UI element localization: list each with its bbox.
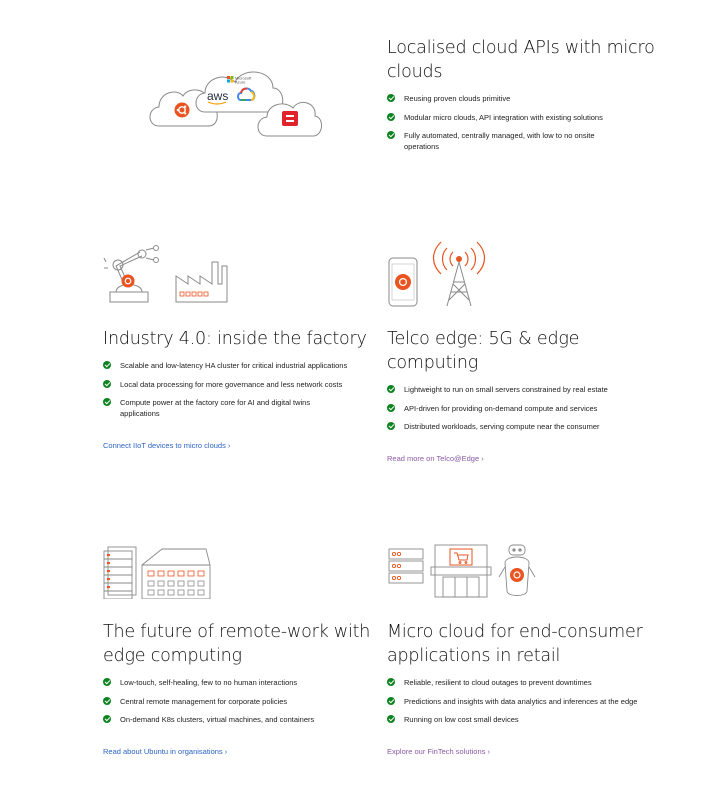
list-item: Fully automated, centrally managed, with low to no onsite operations xyxy=(387,130,667,152)
telco-edge-link[interactable]: Read more on Telco@Edge › xyxy=(387,453,484,463)
section-title: Localised cloud APIs with micro clouds xyxy=(387,38,655,82)
check-icon xyxy=(103,380,111,388)
check-icon xyxy=(103,398,111,406)
check-icon xyxy=(387,422,395,430)
list-item: Scalable and low-latency HA cluster for critical industrial applications xyxy=(103,360,378,371)
factory-illustration xyxy=(102,236,242,306)
check-icon xyxy=(103,715,111,723)
ubuntu-organisations-link[interactable]: Read about Ubuntu in organisations › xyxy=(103,746,228,756)
fintech-link[interactable]: Explore our FinTech solutions › xyxy=(387,746,490,756)
check-icon xyxy=(387,131,395,139)
check-icon xyxy=(103,678,111,686)
bullet-list xyxy=(387,384,667,432)
list-item: Modular micro clouds, API integration with existing solutions xyxy=(387,112,667,123)
list-item: Low-touch, self-healing, few to no human interactions xyxy=(103,677,378,688)
section-title: The future of remote-work with edge computing xyxy=(103,622,371,666)
list-item: Local data processing for more governance and less network costs xyxy=(103,379,378,390)
aws-logo-icon: aws xyxy=(207,89,229,103)
list-item: Lightweight to run on small servers constrained by real estate xyxy=(387,384,667,395)
office-building-icon xyxy=(142,549,210,599)
telco-illustration xyxy=(387,240,497,310)
store-icon xyxy=(431,545,491,597)
cloud-apis-illustration xyxy=(145,62,323,140)
list-item: API-driven for providing on-demand compute and services xyxy=(387,403,667,414)
check-icon xyxy=(103,361,111,369)
section-title: Industry 4.0: inside the factory xyxy=(103,329,367,349)
bullet-list xyxy=(103,677,378,725)
server-rack-icon xyxy=(389,549,423,583)
bullet-list xyxy=(387,677,667,725)
openstack-logo-icon xyxy=(282,111,298,126)
cell-tower-icon xyxy=(434,242,485,306)
list-item: Predictions and insights with data analytics and inferences at the edge xyxy=(387,696,667,707)
check-icon xyxy=(387,385,395,393)
svg-text:Microsoft: Microsoft xyxy=(235,75,252,81)
robot-arm-icon xyxy=(104,246,159,303)
check-icon xyxy=(387,94,395,102)
section-cloud-apis xyxy=(387,36,667,160)
bullet-list xyxy=(103,360,378,419)
retail-illustration xyxy=(387,543,537,599)
list-item: On-demand K8s clusters, virtual machines, and containers xyxy=(103,714,378,725)
bullet-list xyxy=(387,93,667,152)
list-item: Distributed workloads, serving compute near the consumer xyxy=(387,421,667,432)
check-icon xyxy=(387,697,395,705)
list-item: Compute power at the factory core for AI and digital twins applications xyxy=(103,397,378,419)
check-icon xyxy=(103,697,111,705)
section-telco xyxy=(387,327,667,466)
iiot-link[interactable]: Connect IIoT devices to micro clouds › xyxy=(103,440,231,450)
svg-text:Azure: Azure xyxy=(235,79,246,85)
section-retail xyxy=(387,620,667,759)
list-item: Reusing proven clouds primitive xyxy=(387,93,667,104)
remote-work-illustration xyxy=(102,543,214,599)
check-icon xyxy=(387,404,395,412)
check-icon xyxy=(387,715,395,723)
check-icon xyxy=(387,678,395,686)
list-item: Central remote management for corporate policies xyxy=(103,696,378,707)
list-item: Reliable, resilient to cloud outages to prevent downtimes xyxy=(387,677,667,688)
section-title: Telco edge: 5G & edge computing xyxy=(387,329,580,373)
section-title: Micro cloud for end-consumer applications in retail xyxy=(387,622,643,666)
check-icon xyxy=(387,113,395,121)
shopping-cart-icon xyxy=(450,549,472,565)
section-remote-work xyxy=(103,620,378,759)
section-industry xyxy=(103,327,378,453)
list-item: Running on low cost small devices xyxy=(387,714,667,725)
